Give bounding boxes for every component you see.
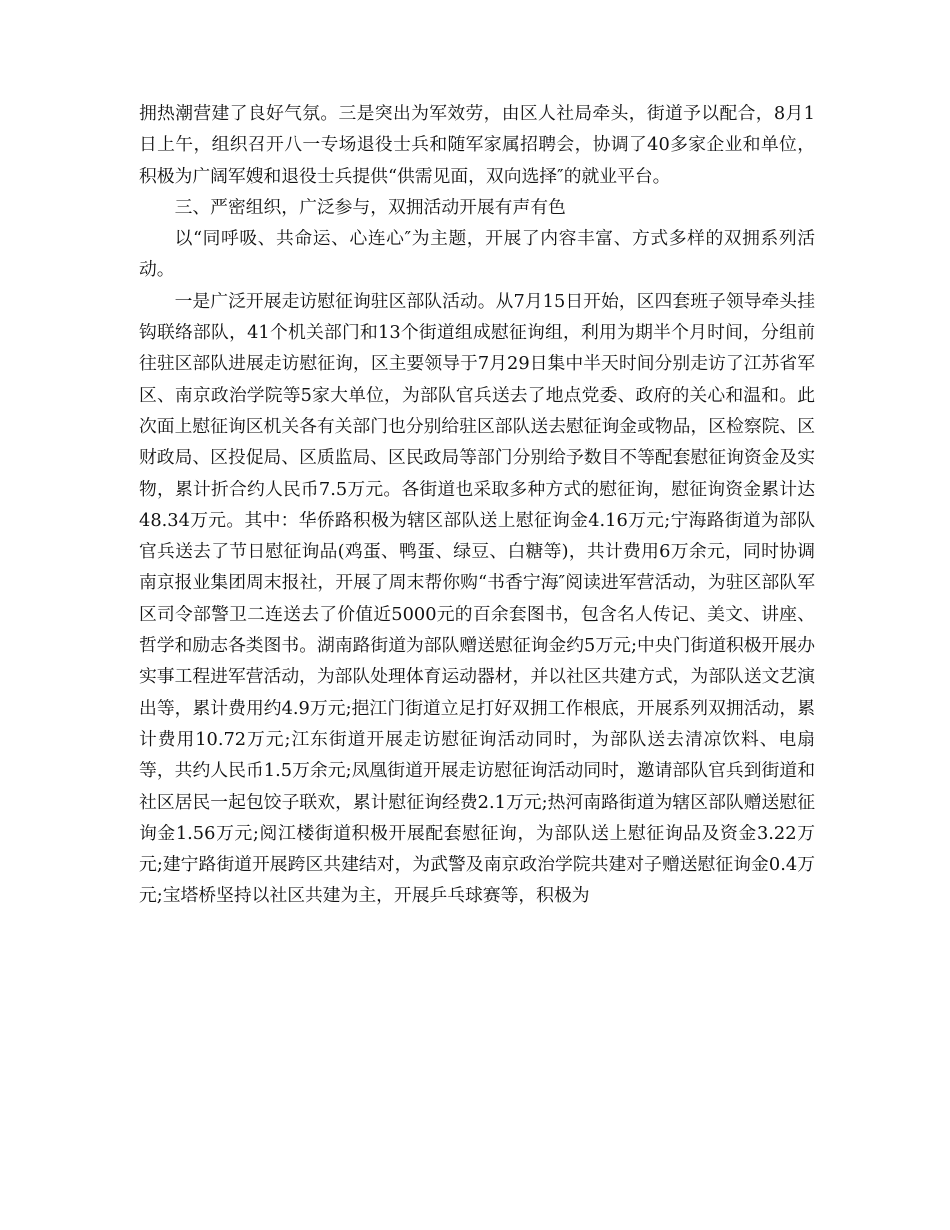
paragraph-theme: 以“同呼吸、共命运、心连心″为主题，开展了内容丰富、方式多样的双拥系列活动。 — [139, 228, 815, 281]
paragraph-continuation: 拥热潮营建了良好气氛。三是突出为军效劳，由区人社局牵头，街道予以配合，8月1日上午，组织召开八一专场退役士兵和随军家属招聘会，协调了40多家企业和单位，积极为广阔军嫂和退役士兵提供“供需见面，双向选择″的就业平台。 — [139, 103, 815, 187]
paragraph-visits: 一是广泛开展走访慰征询驻区部队活动。从7月15日开始，区四套班子领导牵头挂钩联络部队，41个机关部门和13个街道组成慰征询组，利用为期半个月时间，分组前往驻区部队进展走访慰征询，区主要领导于7月29日集中半天时间分别走访了江苏省军区、南京政治学院等5家大单位，为部队官兵送去了地点党委、政府的关心和温和。此次面上慰征询区机关各有关部门也分别给驻区部队送去慰征询金或物品，区检察院、区财政局、区投促局、区质监局、区民政局等部门分别给予数目不等配套慰征询资金及实物，累计折合约人民币7.5万元。各街道也采取多种方式的慰征询，慰征询资金累计达48.34万元。其中：华侨路积极为辖区部队送上慰征询金4.16万元;宁海路街道为部队官兵送去了节日慰征询品(鸡蛋、鸭蛋、绿豆、白糖等)，共计费用6万余元，同时协调南京报业集团周末报社，开展了周末帮你购“书香宁海″阅读进军营活动，为驻区部队军区司令部警卫二连送去了价值近5000元的百余套图书，包含名人传记、美文、讲座、哲学和励志各类图书。湖南路街道为部队赠送慰征询金约5万元;中央门街道积极开展办实事工程进军营活动，为部队处理体育运动器材，并以社区共建方式，为部队送文艺演出等，累计费用约4.9万元;挹江门街道立足打好双拥工作根底，开展系列双拥活动，累计费用10.72万元;江东街道开展走访慰征询活动同时，为部队送去清凉饮料、电扇等，共约人民币1.5万余元;凤凰街道开展走访慰征询活动同时，邀请部队官兵到街道和社区居民一起包饺子联欢，累计慰征询经费2.1万元;热河南路街道为辖区部队赠送慰征询金1.56万元;阅江楼街道积极开展配套慰征询，为部队送上慰征询品及资金3.22万元;建宁路街道开展跨区共建结对，为武警及南京政治学院共建对子赠送慰征询金0.4万元;宝塔桥坚持以社区共建为主，开展乒乓球赛等，积极为 — [139, 290, 815, 907]
document-page — [139, 98, 815, 912]
section-heading: 三、严密组织，广泛参与，双拥活动开展有声有色 — [174, 196, 566, 218]
